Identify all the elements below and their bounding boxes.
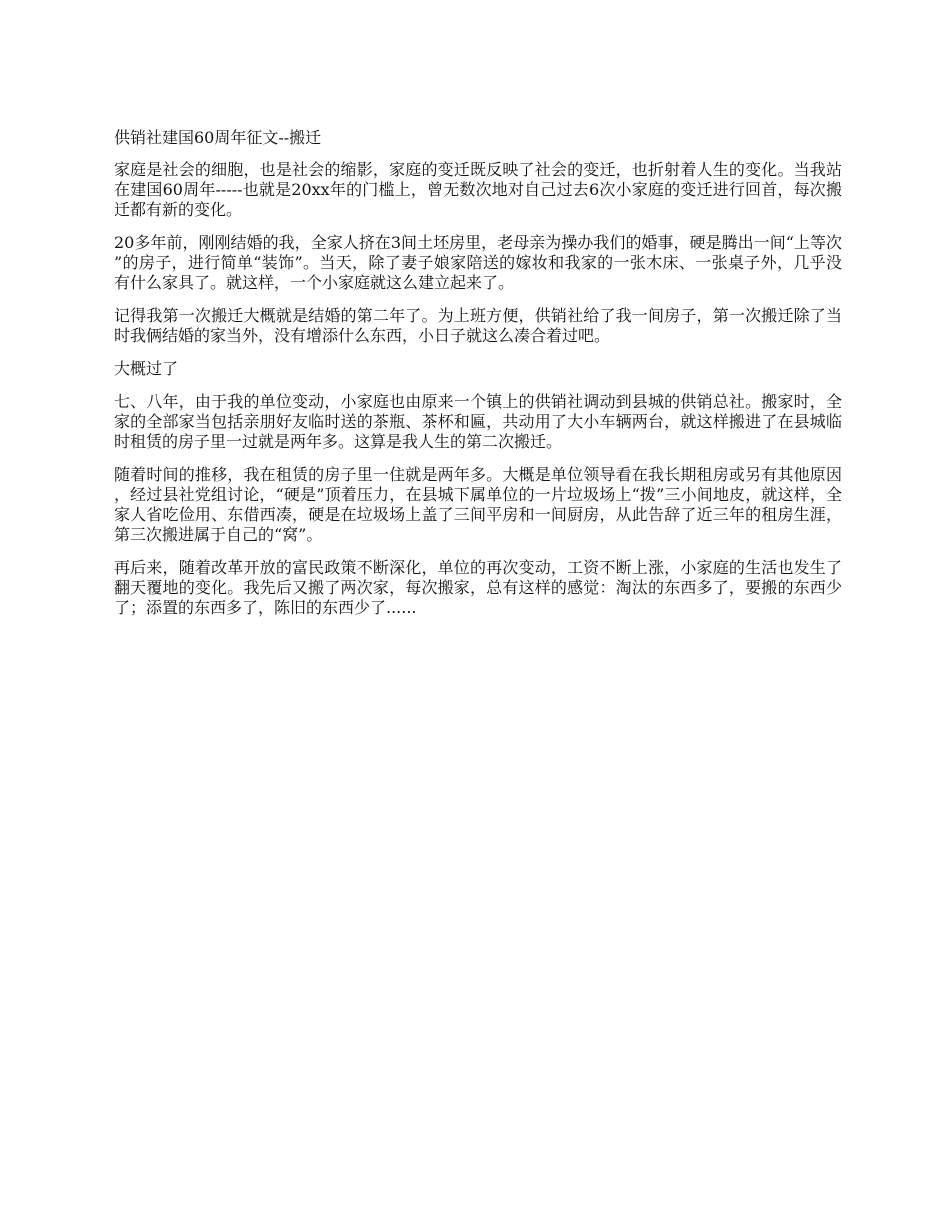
paragraph-fragment: 大概过了 — [114, 359, 179, 378]
paragraph-intro: 家庭是社会的细胞，也是社会的缩影，家庭的变迁既反映了社会的变迁，也折射着人生的变化。当我站在建国60周年-----也就是20xx年的门槛上，曾无数次地对自己过去6次小家庭的变迁进行回首，每次搬迁都有新的变化。 — [114, 160, 842, 219]
document-page — [114, 118, 842, 631]
paragraph-second-move: 七、八年，由于我的单位变动，小家庭也由原来一个镇上的供销社调动到县城的供销总社。搬家时，全家的全部家当包括亲朋好友临时送的茶瓶、茶杯和匾，共动用了大小车辆两台，就这样搬进了在县城临时租赁的房子里一过就是两年多。这算是我人生的第二次搬迁。 — [114, 392, 842, 451]
paragraph-wedding: 20多年前，刚刚结婚的我，全家人挤在3间土坯房里，老母亲为操办我们的婚事，硬是腾出一间“上等次”的房子，进行简单“装饰”。当天，除了妻子娘家陪送的嫁妆和我家的一张木床、一张桌子外，几乎没有什么家具了。就这样，一个小家庭就这么建立起来了。 — [114, 233, 842, 292]
document-title: 供销社建国60周年征文--搬迁 — [114, 128, 322, 147]
paragraph-first-move: 记得我第一次搬迁大概就是结婚的第二年了。为上班方便，供销社给了我一间房子，第一次搬迁除了当时我俩结婚的家当外，没有增添什么东西，小日子就这么凑合着过吧。 — [114, 306, 842, 345]
paragraph-later-moves: 再后来，随着改革开放的富民政策不断深化，单位的再次变动，工资不断上涨，小家庭的生活也发生了翻天覆地的变化。我先后又搬了两次家，每次搬家，总有这样的感觉：淘汰的东西多了，要搬的东西少了；添置的东西多了，陈旧的东西少了...... — [114, 558, 842, 617]
paragraph-third-move: 随着时间的推移，我在租赁的房子里一住就是两年多。大概是单位领导看在我长期租房或另有其他原因，经过县社党组讨论，“硬是”顶着压力，在县城下属单位的一片垃圾场上“拨”三小间地皮，就这样，全家人省吃俭用、东借西凑，硬是在垃圾场上盖了三间平房和一间厨房，从此告辞了近三年的租房生涯，第三次搬进属于自己的“窝”。 — [114, 465, 842, 544]
